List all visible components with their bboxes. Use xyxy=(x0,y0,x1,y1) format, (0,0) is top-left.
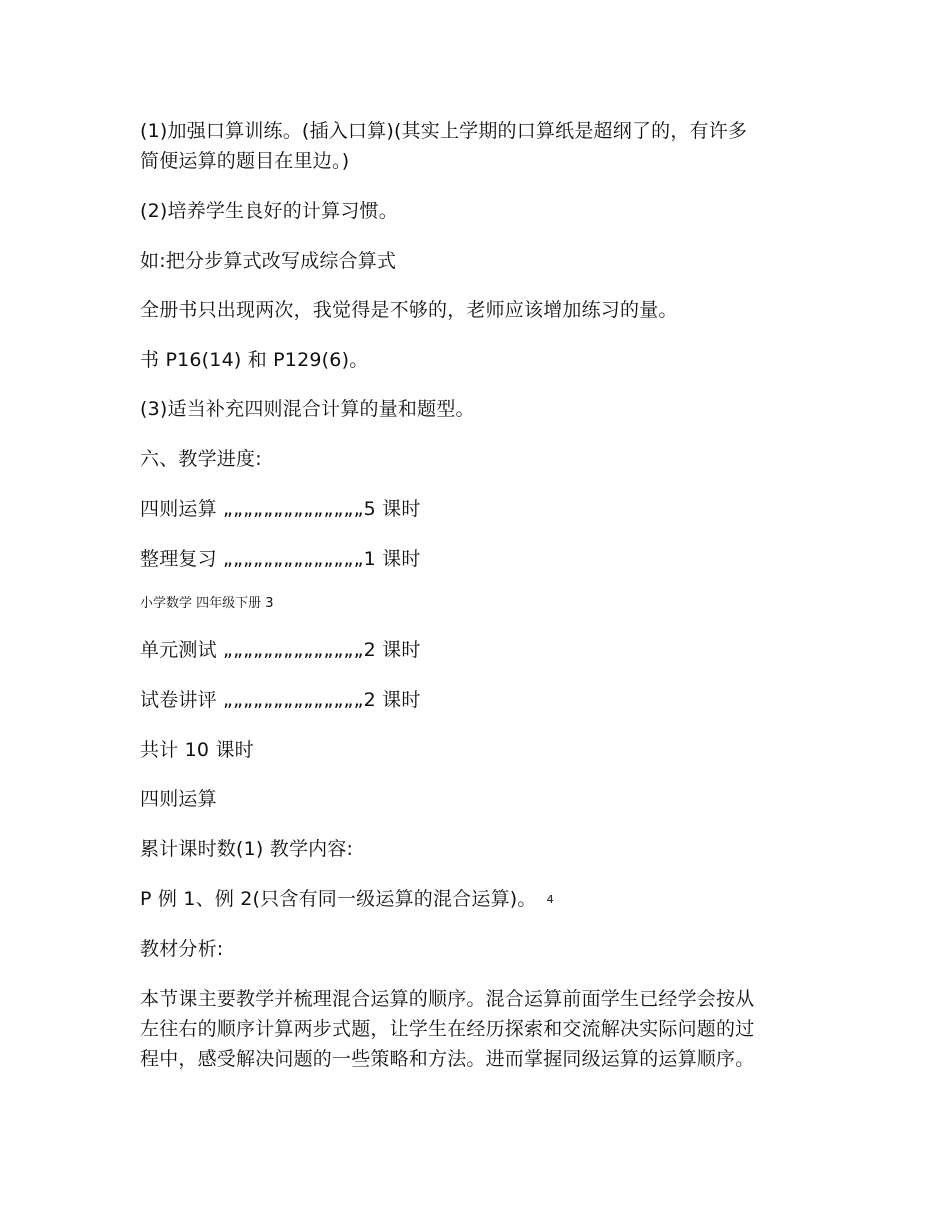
schedule-item: 四则运算 „„„„„„„„„„„„„„5 课时 xyxy=(140,498,421,520)
section-heading-material-analysis: 教材分析: xyxy=(140,938,224,960)
text-line: 本节课主要教学并梳理混合运算的顺序。混合运算前面学生已经学会按从 xyxy=(140,988,755,1010)
schedule-item: 整理复习 „„„„„„„„„„„„„„1 课时 xyxy=(140,548,421,570)
paragraph-oral-training xyxy=(140,116,820,176)
paragraph-analysis-body xyxy=(140,984,820,1074)
page-note: 4 xyxy=(546,892,554,906)
paragraph-book-pages: 书 P16(14) 和 P129(6)。 xyxy=(140,349,369,371)
schedule-total: 共计 10 课时 xyxy=(140,739,254,761)
page-footer: 小学数学 四年级下册 3 xyxy=(140,596,274,611)
section-heading-four-operations: 四则运算 xyxy=(140,788,217,810)
schedule-item: 单元测试 „„„„„„„„„„„„„„2 课时 xyxy=(140,639,421,661)
paragraph-calc-habits: (2)培养学生良好的计算习惯。 xyxy=(140,200,398,222)
paragraph-practice-note: 全册书只出现两次，我觉得是不够的，老师应该增加练习的量。 xyxy=(140,299,678,321)
paragraph-teaching-content: 累计课时数(1) 教学内容: xyxy=(140,838,354,860)
text-line: 左往右的顺序计算两步式题，让学生在经历探索和交流解决实际问题的过 xyxy=(140,1018,755,1040)
section-heading-schedule: 六、教学进度: xyxy=(140,448,262,470)
text-line: P 例 1、例 2(只含有同一级运算的混合运算)。 xyxy=(140,888,537,910)
text-line: (1)加强口算训练。(插入口算)(其实上学期的口算纸是超纲了的，有许多 xyxy=(140,120,748,142)
paragraph-examples xyxy=(140,884,554,915)
schedule-item: 试卷讲评 „„„„„„„„„„„„„„2 课时 xyxy=(140,689,421,711)
text-line: 程中，感受解决问题的一些策略和方法。进而掌握同级运算的运算顺序。 xyxy=(140,1048,755,1070)
paragraph-example: 如:把分步算式改写成综合算式 xyxy=(140,250,397,272)
paragraph-supplement: (3)适当补充四则混合计算的量和题型。 xyxy=(140,398,475,420)
text-line: 简便运算的题目在里边。) xyxy=(140,150,350,172)
